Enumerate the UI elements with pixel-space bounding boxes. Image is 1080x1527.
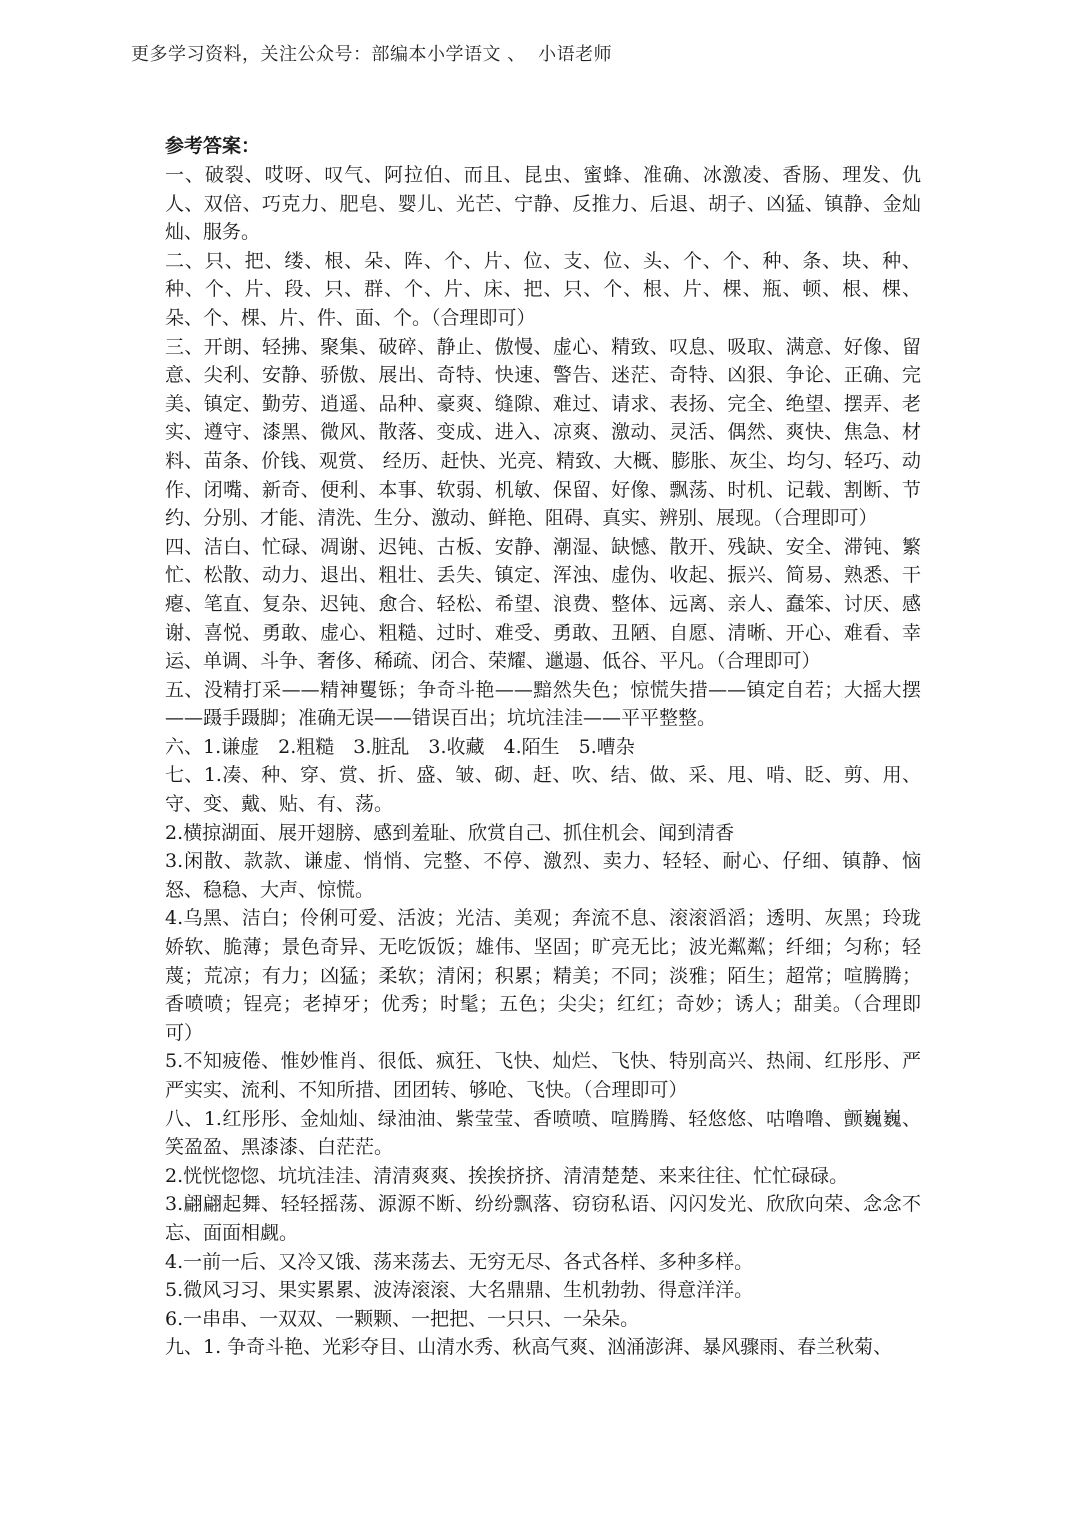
answer-paragraph: 五、没精打采——精神矍铄；争奇斗艳——黯然失色；惊慌失措——镇定自若；大摇大摆——蹑手蹑脚；准确无误——错误百出；坑坑洼洼——平平整整。	[165, 678, 921, 730]
answer-paragraph: 2.恍恍惚惚、坑坑洼洼、清清爽爽、挨挨挤挤、清清楚楚、来来往往、忙忙碌碌。	[165, 1164, 849, 1187]
answer-paragraph: 九、1. 争奇斗艳、光彩夺目、山清水秀、秋高气爽、汹涌澎湃、暴风骤雨、春兰秋菊、	[165, 1336, 893, 1359]
answer-document	[165, 132, 921, 1362]
answer-paragraph: 一、破裂、哎呀、叹气、阿拉伯、而且、昆虫、蜜蜂、准确、冰激凌、香肠、理发、仇人、双倍、巧克力、肥皂、婴儿、光芒、宁静、反推力、后退、胡子、凶猛、镇静、金灿灿、服务。	[165, 164, 921, 244]
answer-paragraph: 2.横掠湖面、展开翅膀、感到羞耻、欣赏自己、抓住机会、闻到清香	[165, 821, 735, 844]
answer-paragraph: 4.乌黑、洁白；伶俐可爱、活波；光洁、美观；奔流不息、滚滚滔滔；透明、灰黑；玲珑娇软、脆薄；景色奇异、无吃饭饭；雄伟、坚固；旷亮无比；波光粼粼；纤细；匀称；轻蔑；荒凉；有力；凶猛；柔软；清闲；积累；精美；不同；淡雅；陌生；超常；喧腾腾；香喷喷；锃亮；老掉牙；优秀；时髦；五色；尖尖；红红；奇妙；诱人；甜美。（合理即可）	[165, 907, 921, 1044]
answer-paragraph: 二、只、把、缕、根、朵、阵、个、片、位、支、位、头、个、个、种、条、块、种、种、个、片、段、只、群、个、片、床、把、只、个、根、片、棵、瓶、顿、根、棵、朵、个、棵、片、件、面、个。（合理即可）	[165, 249, 921, 329]
page-header: 更多学习资料，关注公众号：部编本小学语文 、 小语老师	[131, 44, 613, 65]
answer-paragraph: 3.翩翩起舞、轻轻摇荡、源源不断、纷纷飘落、窃窃私语、闪闪发光、欣欣向荣、念念不忘、面面相觑。	[165, 1193, 921, 1244]
answer-paragraph: 四、洁白、忙碌、凋谢、迟钝、古板、安静、潮湿、缺憾、散开、残缺、安全、滞钝、繁忙、松散、动力、退出、粗壮、丢失、镇定、浑浊、虚伪、收起、振兴、简易、熟悉、干瘪、笔直、复杂、迟钝、愈合、轻松、希望、浪费、整体、远离、亲人、蠢笨、讨厌、感谢、喜悦、勇敢、虚心、粗糙、过时、难受、勇敢、丑陋、自愿、清晰、开心、难看、幸运、单调、斗争、奢侈、稀疏、闭合、荣耀、邋遢、低谷、平凡。（合理即可）	[165, 535, 921, 673]
answer-paragraph: 6.一串串、一双双、一颗颗、一把把、一只只、一朵朵。	[165, 1307, 640, 1330]
answer-paragraph: 3.闲散、款款、谦虚、悄悄、完整、不停、激烈、卖力、轻轻、耐心、仔细、镇静、恼怒、稳稳、大声、惊慌。	[165, 850, 921, 901]
answer-paragraph: 八、1.红彤彤、金灿灿、绿油油、紫莹莹、香喷喷、喧腾腾、轻悠悠、咕噜噜、颤巍巍、笑盈盈、黑漆漆、白茫茫。	[165, 1107, 921, 1159]
answer-paragraph: 4.一前一后、又冷又饿、荡来荡去、无穷无尽、各式各样、多种多样。	[165, 1250, 754, 1273]
answer-paragraph: 5.微风习习、果实累累、波涛滚滚、大名鼎鼎、生机勃勃、得意洋洋。	[165, 1279, 754, 1302]
answer-paragraph: 三、开朗、轻拂、聚集、破碎、静止、傲慢、虚心、精致、叹息、吸取、满意、好像、留意、尖利、安静、骄傲、展出、奇特、快速、警告、迷茫、奇特、凶狠、争论、正确、完美、镇定、勤劳、逍遥、品种、豪爽、缝隙、难过、请求、表扬、完全、绝望、摆弄、老实、遵守、漆黑、微风、散落、变成、进入、凉爽、激动、灵活、偶然、爽快、焦急、材料、苗条、价钱、观赏、 经历、赶快、光亮、精致、大概、膨胀、灰尘、均匀、轻巧、动作、闭嘴、新奇、便利、本事、软弱、机敏、保留、好像、飘荡、时机、记载、割断、节约、分别、才能、清洗、生分、激动、鲜艳、阻碍、真实、辨别、展现。（合理即可）	[165, 335, 921, 530]
document-title: 参考答案：	[165, 135, 261, 157]
answer-paragraph: 七、1.凑、种、穿、赏、折、盛、皱、砌、赶、吹、结、做、采、甩、啃、眨、剪、用、守、变、戴、贴、有、荡。	[165, 764, 921, 816]
answer-paragraph: 5.不知疲倦、惟妙惟肖、很低、疯狂、飞快、灿烂、飞快、特别高兴、热闹、红彤彤、严严实实、流利、不知所措、团团转、够呛、飞快。（合理即可）	[165, 1050, 921, 1101]
answer-paragraph: 六、1.谦虚 2.粗糙 3.脏乱 3.收藏 4.陌生 5.嘈杂	[165, 735, 635, 758]
